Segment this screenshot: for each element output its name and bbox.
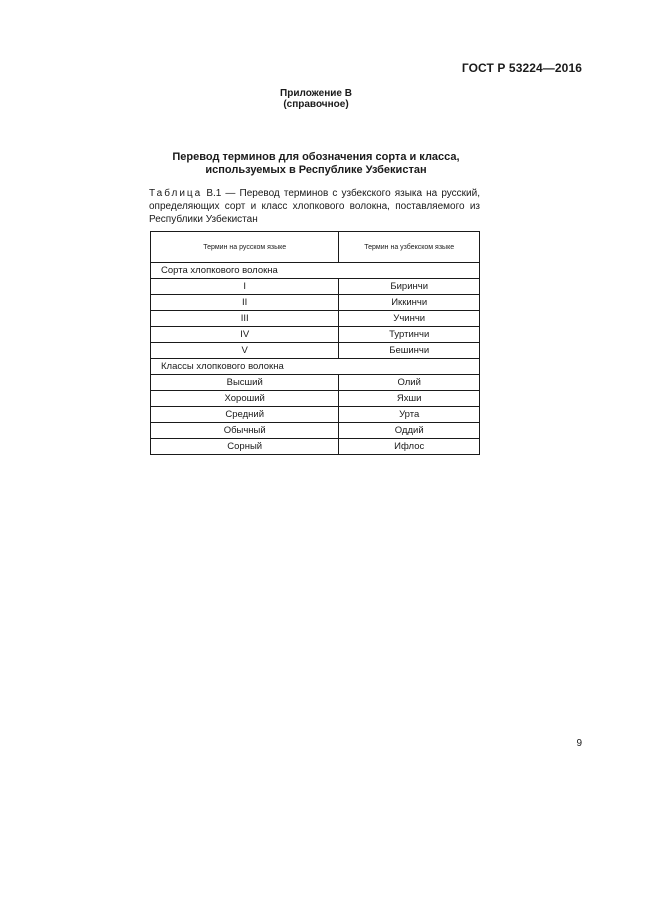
appendix-heading — [0, 88, 632, 110]
table-row — [151, 439, 480, 455]
header-russian-term: Термин на русском языке — [151, 232, 339, 263]
russian-term-cell: Средний — [151, 407, 339, 423]
table-row — [151, 423, 480, 439]
uzbek-term-cell: Бешинчи — [339, 343, 480, 359]
document-title — [0, 151, 632, 177]
header-uzbek-term: Термин на узбекском языке — [339, 232, 480, 263]
uzbek-term-cell: Олий — [339, 375, 480, 391]
russian-term-cell: Обычный — [151, 423, 339, 439]
table-header-row — [151, 232, 480, 263]
russian-term-cell: V — [151, 343, 339, 359]
uzbek-term-cell: Учинчи — [339, 311, 480, 327]
russian-term-cell: III — [151, 311, 339, 327]
table-row — [151, 279, 480, 295]
russian-term-cell: Сорный — [151, 439, 339, 455]
appendix-type: (справочное) — [283, 99, 349, 110]
title-line-1: Перевод терминов для обозначения сорта и класса, — [172, 151, 460, 163]
title-line-2: используемых в Республике Узбекистан — [205, 164, 427, 176]
table-row — [151, 311, 480, 327]
table-row — [151, 327, 480, 343]
standard-code: ГОСТ Р 53224—2016 — [461, 61, 582, 75]
table-row — [151, 295, 480, 311]
terms-table — [150, 231, 480, 455]
uzbek-term-cell: Оддий — [339, 423, 480, 439]
section-title-classes: Классы хлопкового волокна — [151, 359, 480, 375]
russian-term-cell: Хороший — [151, 391, 339, 407]
uzbek-term-cell: Туртинчи — [339, 327, 480, 343]
appendix-label: Приложение В — [280, 88, 352, 99]
uzbek-term-cell: Биринчи — [339, 279, 480, 295]
russian-term-cell: II — [151, 295, 339, 311]
russian-term-cell: IV — [151, 327, 339, 343]
page-number: 9 — [576, 738, 582, 749]
table-row — [151, 407, 480, 423]
table-row — [151, 391, 480, 407]
table-caption — [149, 187, 480, 226]
section-title-grades: Сорта хлопкового волокна — [151, 263, 480, 279]
section-row — [151, 263, 480, 279]
russian-term-cell: Высший — [151, 375, 339, 391]
uzbek-term-cell: Ифлос — [339, 439, 480, 455]
table-row — [151, 343, 480, 359]
table-caption-prefix: Таблица — [149, 188, 203, 199]
uzbek-term-cell: Яхши — [339, 391, 480, 407]
uzbek-term-cell: Урта — [339, 407, 480, 423]
table-caption-text: — Перевод терминов с узбекского языка на русский, определяющих сорт и класс хлопкового волокна, поставляемого из Республики Узбекистан — [149, 188, 480, 225]
russian-term-cell: I — [151, 279, 339, 295]
table-caption-number: В.1 — [206, 188, 222, 199]
section-row — [151, 359, 480, 375]
table-row — [151, 375, 480, 391]
uzbek-term-cell: Иккинчи — [339, 295, 480, 311]
